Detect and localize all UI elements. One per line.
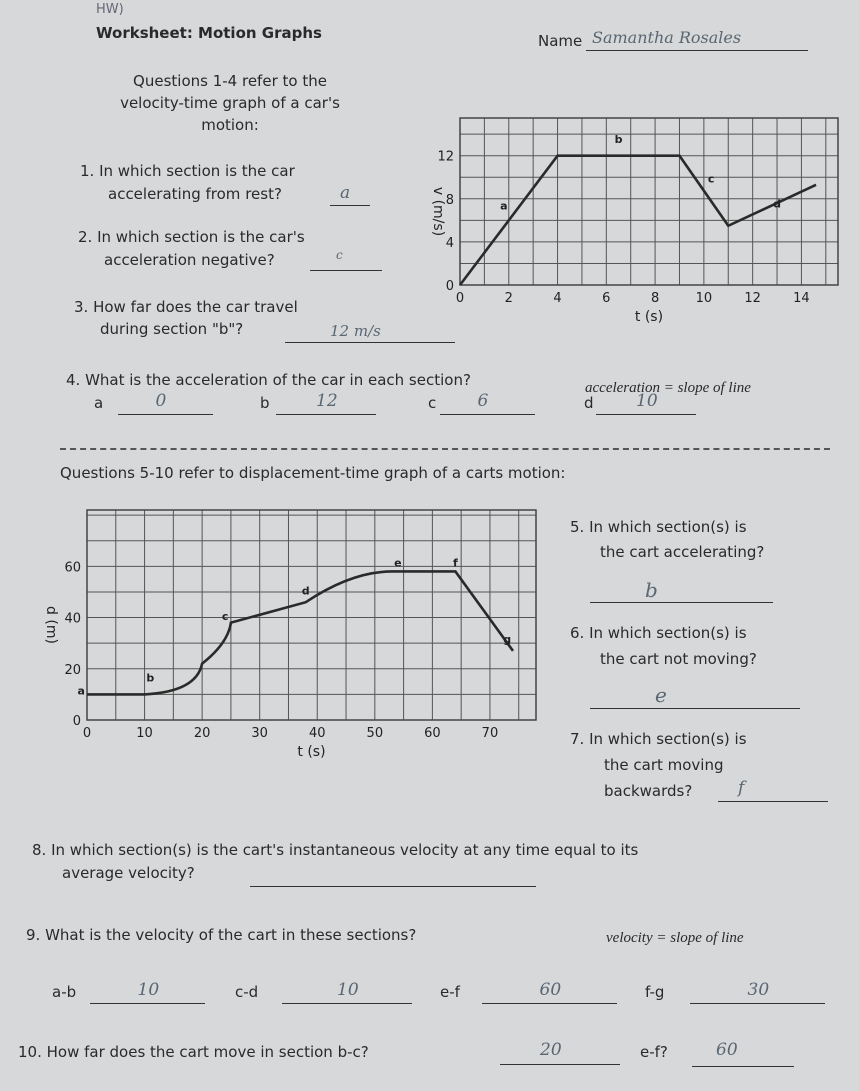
answer-label: d [584, 394, 594, 412]
worksheet-title: Worksheet: Motion Graphs [96, 24, 322, 42]
name-line [586, 50, 808, 51]
x-tick-label: 0 [455, 291, 465, 306]
q1-text: accelerating from rest? [108, 185, 282, 203]
answer-blank[interactable] [282, 1003, 412, 1004]
x-tick-label: 14 [793, 291, 810, 306]
q1-text: 1. In which section is the car [80, 162, 295, 180]
q7-text: backwards? [604, 782, 693, 800]
q3-answer: 12 m/s [330, 322, 381, 340]
answer-blank[interactable] [596, 414, 696, 415]
section-label: f [453, 556, 458, 570]
answer-blank[interactable] [118, 414, 213, 415]
section-label: c [221, 610, 229, 624]
section-label: e [394, 556, 402, 570]
y-axis-label: d (m) [43, 606, 59, 644]
q3-text: during section "b"? [100, 320, 244, 338]
q4-hint: acceleration = slope of line [585, 380, 751, 396]
q5-text: 5. In which section(s) is [570, 518, 747, 536]
answer-label: b [260, 394, 270, 412]
q4-text: 4. What is the acceleration of the car in each section? [66, 371, 471, 389]
q2-text: 2. In which section is the car's [78, 228, 305, 246]
q6-text: 6. In which section(s) is [570, 624, 747, 642]
q3-text: 3. How far does the car travel [74, 298, 298, 316]
q5-answer: b [645, 578, 658, 602]
q7-text: the cart moving [604, 756, 724, 774]
y-tick-label: 0 [72, 714, 81, 729]
answer-value: 0 [155, 391, 167, 411]
x-tick-label: 30 [251, 726, 268, 741]
section-label: g [503, 633, 512, 647]
q2-text: acceleration negative? [104, 251, 275, 269]
answer-value: 10 [137, 980, 160, 1000]
answer-label: f-g [645, 983, 665, 1001]
answer-blank[interactable] [690, 1003, 825, 1004]
intro-line: Questions 1-4 refer to the [133, 72, 327, 90]
q9-text: 9. What is the velocity of the cart in these sections? [26, 926, 417, 944]
answer-label: c-d [235, 983, 259, 1001]
x-tick-label: 10 [136, 726, 153, 741]
intro-line: velocity-time graph of a car's [120, 94, 340, 112]
intro-line: motion: [201, 116, 259, 134]
q10-bc-answer: 20 [540, 1040, 562, 1060]
x-tick-label: 10 [695, 291, 713, 306]
answer-blank[interactable] [276, 414, 376, 415]
x-tick-label: 2 [504, 291, 513, 306]
q10-ef-answer: 60 [716, 1040, 738, 1060]
q6-text: the cart not moving? [600, 650, 757, 668]
x-tick-label: 12 [744, 291, 761, 306]
q10-ef-blank[interactable] [692, 1066, 794, 1067]
x-tick-label: 20 [193, 726, 211, 741]
section-label: b [614, 132, 623, 146]
x-tick-label: 40 [308, 726, 326, 741]
name-label: Name [538, 32, 583, 50]
q2-blank[interactable] [310, 270, 382, 271]
answer-blank[interactable] [90, 1003, 205, 1004]
q7-blank[interactable] [718, 801, 828, 802]
section-label: a [77, 684, 85, 698]
section-label: d [301, 584, 310, 598]
x-axis-label: t (s) [297, 744, 326, 760]
q5-text: the cart accelerating? [600, 543, 765, 561]
y-tick-label: 4 [445, 235, 454, 251]
q10-bc-blank[interactable] [500, 1064, 620, 1065]
x-tick-label: 70 [481, 726, 499, 741]
q8-text: average velocity? [62, 864, 195, 882]
q8-blank[interactable] [250, 886, 536, 887]
x-tick-label: 60 [424, 726, 441, 741]
section-label: a [500, 199, 508, 213]
x-tick-label: 8 [650, 291, 660, 306]
section-label: d [773, 197, 781, 211]
y-tick-label: 12 [437, 149, 454, 165]
y-tick-label: 20 [64, 662, 81, 678]
q1-answer: a [340, 183, 351, 203]
q7-answer: f [738, 778, 745, 798]
answer-value: 30 [747, 980, 770, 1000]
q9-hint: velocity = slope of line [606, 930, 744, 946]
q2-answer: c [336, 248, 343, 262]
q1-blank[interactable] [330, 205, 370, 206]
x-tick-label: 6 [602, 291, 611, 306]
plot-frame [87, 510, 536, 720]
q6-blank[interactable] [590, 708, 800, 709]
section-divider [60, 448, 830, 450]
name-value: Samantha Rosales [592, 28, 742, 47]
answer-blank[interactable] [482, 1003, 617, 1004]
answer-value: 6 [477, 391, 489, 411]
q3-blank[interactable] [285, 342, 455, 343]
q8-text: 8. In which section(s) is the cart's instantaneous velocity at any time equal to its [32, 841, 639, 859]
hw-note: HW) [96, 2, 124, 17]
answer-value: 60 [539, 980, 562, 1000]
answer-value: 10 [636, 391, 658, 411]
y-tick-label: 60 [64, 560, 81, 576]
x-tick-label: 50 [366, 726, 384, 741]
y-tick-label: 8 [445, 192, 454, 208]
q7-text: 7. In which section(s) is [570, 730, 747, 748]
answer-value: 10 [337, 980, 359, 1000]
answer-label: e-f [440, 983, 460, 1001]
answer-label: a-b [52, 983, 77, 1001]
y-tick-label: 0 [445, 279, 454, 294]
part2-intro: Questions 5-10 refer to displacement-time graph of a carts motion: [60, 464, 566, 482]
section-label: c [707, 172, 715, 186]
section-label: b [146, 671, 155, 685]
y-axis-label: v (m/s) [430, 186, 446, 237]
answer-label: c [428, 394, 437, 412]
x-tick-label: 0 [82, 726, 92, 741]
answer-value: 12 [316, 391, 338, 411]
x-tick-label: 4 [553, 291, 562, 306]
q10-ef-label: e-f? [640, 1043, 668, 1061]
q10-text: 10. How far does the cart move in section b-c? [18, 1043, 369, 1061]
x-axis-label: t (s) [634, 309, 664, 325]
answer-blank[interactable] [440, 414, 535, 415]
q5-blank[interactable] [590, 602, 773, 603]
y-tick-label: 40 [64, 611, 81, 627]
q6-answer: e [655, 683, 667, 707]
answer-label: a [94, 394, 104, 412]
